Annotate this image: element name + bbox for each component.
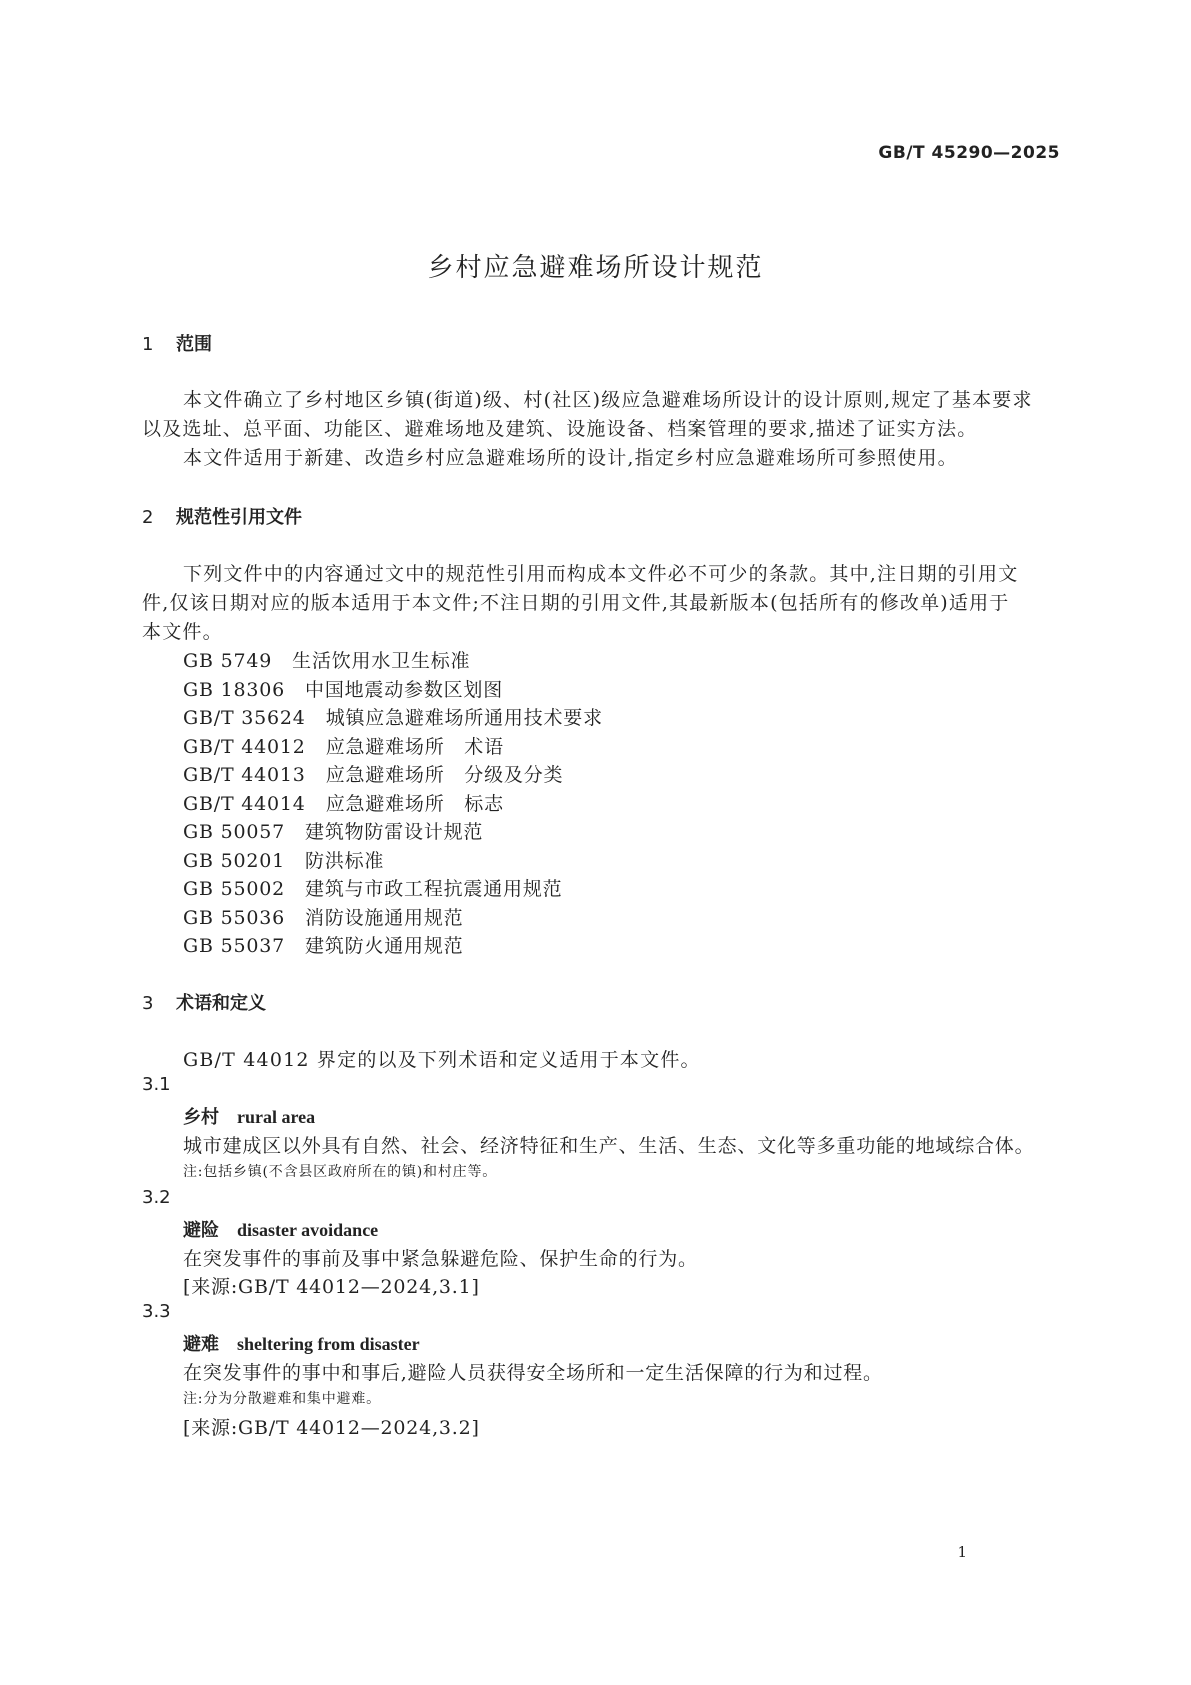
reference-item [183, 703, 603, 730]
reference-item [183, 675, 503, 702]
term-number: 3.2 [142, 1187, 171, 1208]
reference-name: 应急避难场所 术语 [325, 735, 504, 758]
term-zh: 避险 [183, 1220, 219, 1241]
term-source: [来源:GB/T 44012—2024,3.1] [183, 1276, 480, 1298]
reference-code: GB/T 44014 [183, 792, 306, 815]
section-heading-terms [142, 989, 266, 1015]
section-title: 范围 [176, 334, 212, 355]
reference-item [183, 817, 483, 844]
reference-code: GB 55002 [183, 878, 286, 900]
section-title: 规范性引用文件 [176, 507, 302, 528]
reference-name: 消防设施通用规范 [305, 906, 464, 929]
document-code: GB/T 45290—2025 [878, 143, 1060, 163]
term-number: 3.1 [142, 1074, 171, 1095]
terms-intro: GB/T 44012 界定的以及下列术语和定义适用于本文件。 [183, 1049, 701, 1071]
reference-item [183, 846, 384, 873]
reference-name: 应急避难场所 分级及分类 [325, 764, 564, 786]
normative-intro-line: 本文件。 [142, 621, 223, 643]
scope-paragraph-line: 本文件确立了乡村地区乡镇(街道)级、村(社区)级应急避难场所设计的设计原则,规定了基本要求 [183, 389, 1033, 411]
reference-item [183, 646, 470, 673]
section-number: 3 [142, 993, 154, 1014]
reference-code: GB/T 44012 [183, 735, 306, 758]
normative-intro-line: 下列文件中的内容通过文中的规范性引用而构成本文件必不可少的条款。其中,注日期的引用文 [183, 563, 1019, 585]
reference-item [183, 931, 463, 958]
reference-name: 生活饮用水卫生标准 [292, 650, 471, 672]
reference-code: GB 55036 [183, 906, 286, 929]
term-zh: 乡村 [183, 1107, 219, 1128]
normative-intro-line: 件,仅该日期对应的版本适用于本文件;不注日期的引用文件,其最新版本(包括所有的修改单)适用于 [142, 592, 1010, 614]
reference-name: 建筑与市政工程抗震通用规范 [305, 878, 563, 900]
reference-code: GB/T 35624 [183, 707, 306, 729]
reference-name: 建筑物防雷设计规范 [305, 821, 484, 843]
term-zh: 避难 [183, 1334, 219, 1355]
reference-name: 防洪标准 [305, 849, 385, 872]
reference-code: GB 5749 [183, 650, 273, 672]
section-heading-normative [142, 503, 302, 529]
page-number: 1 [957, 1543, 967, 1561]
reference-item [183, 732, 504, 759]
reference-code: GB/T 44013 [183, 764, 306, 786]
reference-item [183, 760, 563, 787]
reference-code: GB 50201 [183, 849, 286, 872]
term-en: rural area [237, 1107, 316, 1127]
reference-code: GB 18306 [183, 678, 286, 701]
reference-code: GB 55037 [183, 935, 286, 957]
scope-paragraph-line: 以及选址、总平面、功能区、避难场地及建筑、设施设备、档案管理的要求,描述了证实方法。 [142, 418, 978, 440]
reference-code: GB 50057 [183, 821, 286, 843]
section-title: 术语和定义 [176, 993, 266, 1014]
term-source: [来源:GB/T 44012—2024,3.2] [183, 1417, 480, 1439]
term-en: disaster avoidance [237, 1220, 379, 1240]
reference-name: 城镇应急避难场所通用技术要求 [325, 707, 603, 729]
term-definition: 城市建成区以外具有自然、社会、经济特征和生产、生活、生态、文化等多重功能的地域综合体。 [183, 1135, 1035, 1157]
scope-paragraph: 本文件适用于新建、改造乡村应急避难场所的设计,指定乡村应急避难场所可参照使用。 [183, 447, 958, 469]
section-heading-scope [142, 330, 212, 356]
document-title: 乡村应急避难场所设计规范 [427, 253, 764, 283]
reference-item [183, 903, 463, 930]
reference-name: 建筑防火通用规范 [305, 935, 464, 957]
section-number: 2 [142, 507, 154, 528]
section-number: 1 [142, 334, 154, 355]
term-note: 注:包括乡镇(不含县区政府所在的镇)和村庄等。 [183, 1164, 498, 1180]
term-en: sheltering from disaster [237, 1334, 420, 1354]
reference-item [183, 874, 562, 901]
term-title [183, 1216, 378, 1242]
term-number: 3.3 [142, 1301, 171, 1322]
term-note: 注:分为分散避难和集中避难。 [183, 1391, 381, 1407]
term-definition: 在突发事件的事中和事后,避险人员获得安全场所和一定生活保障的行为和过程。 [183, 1362, 883, 1384]
term-title [183, 1103, 315, 1129]
reference-name: 应急避难场所 标志 [325, 792, 504, 815]
term-title [183, 1330, 420, 1356]
term-definition: 在突发事件的事前及事中紧急躲避危险、保护生命的行为。 [183, 1248, 698, 1270]
reference-name: 中国地震动参数区划图 [305, 678, 504, 701]
reference-item [183, 789, 504, 816]
